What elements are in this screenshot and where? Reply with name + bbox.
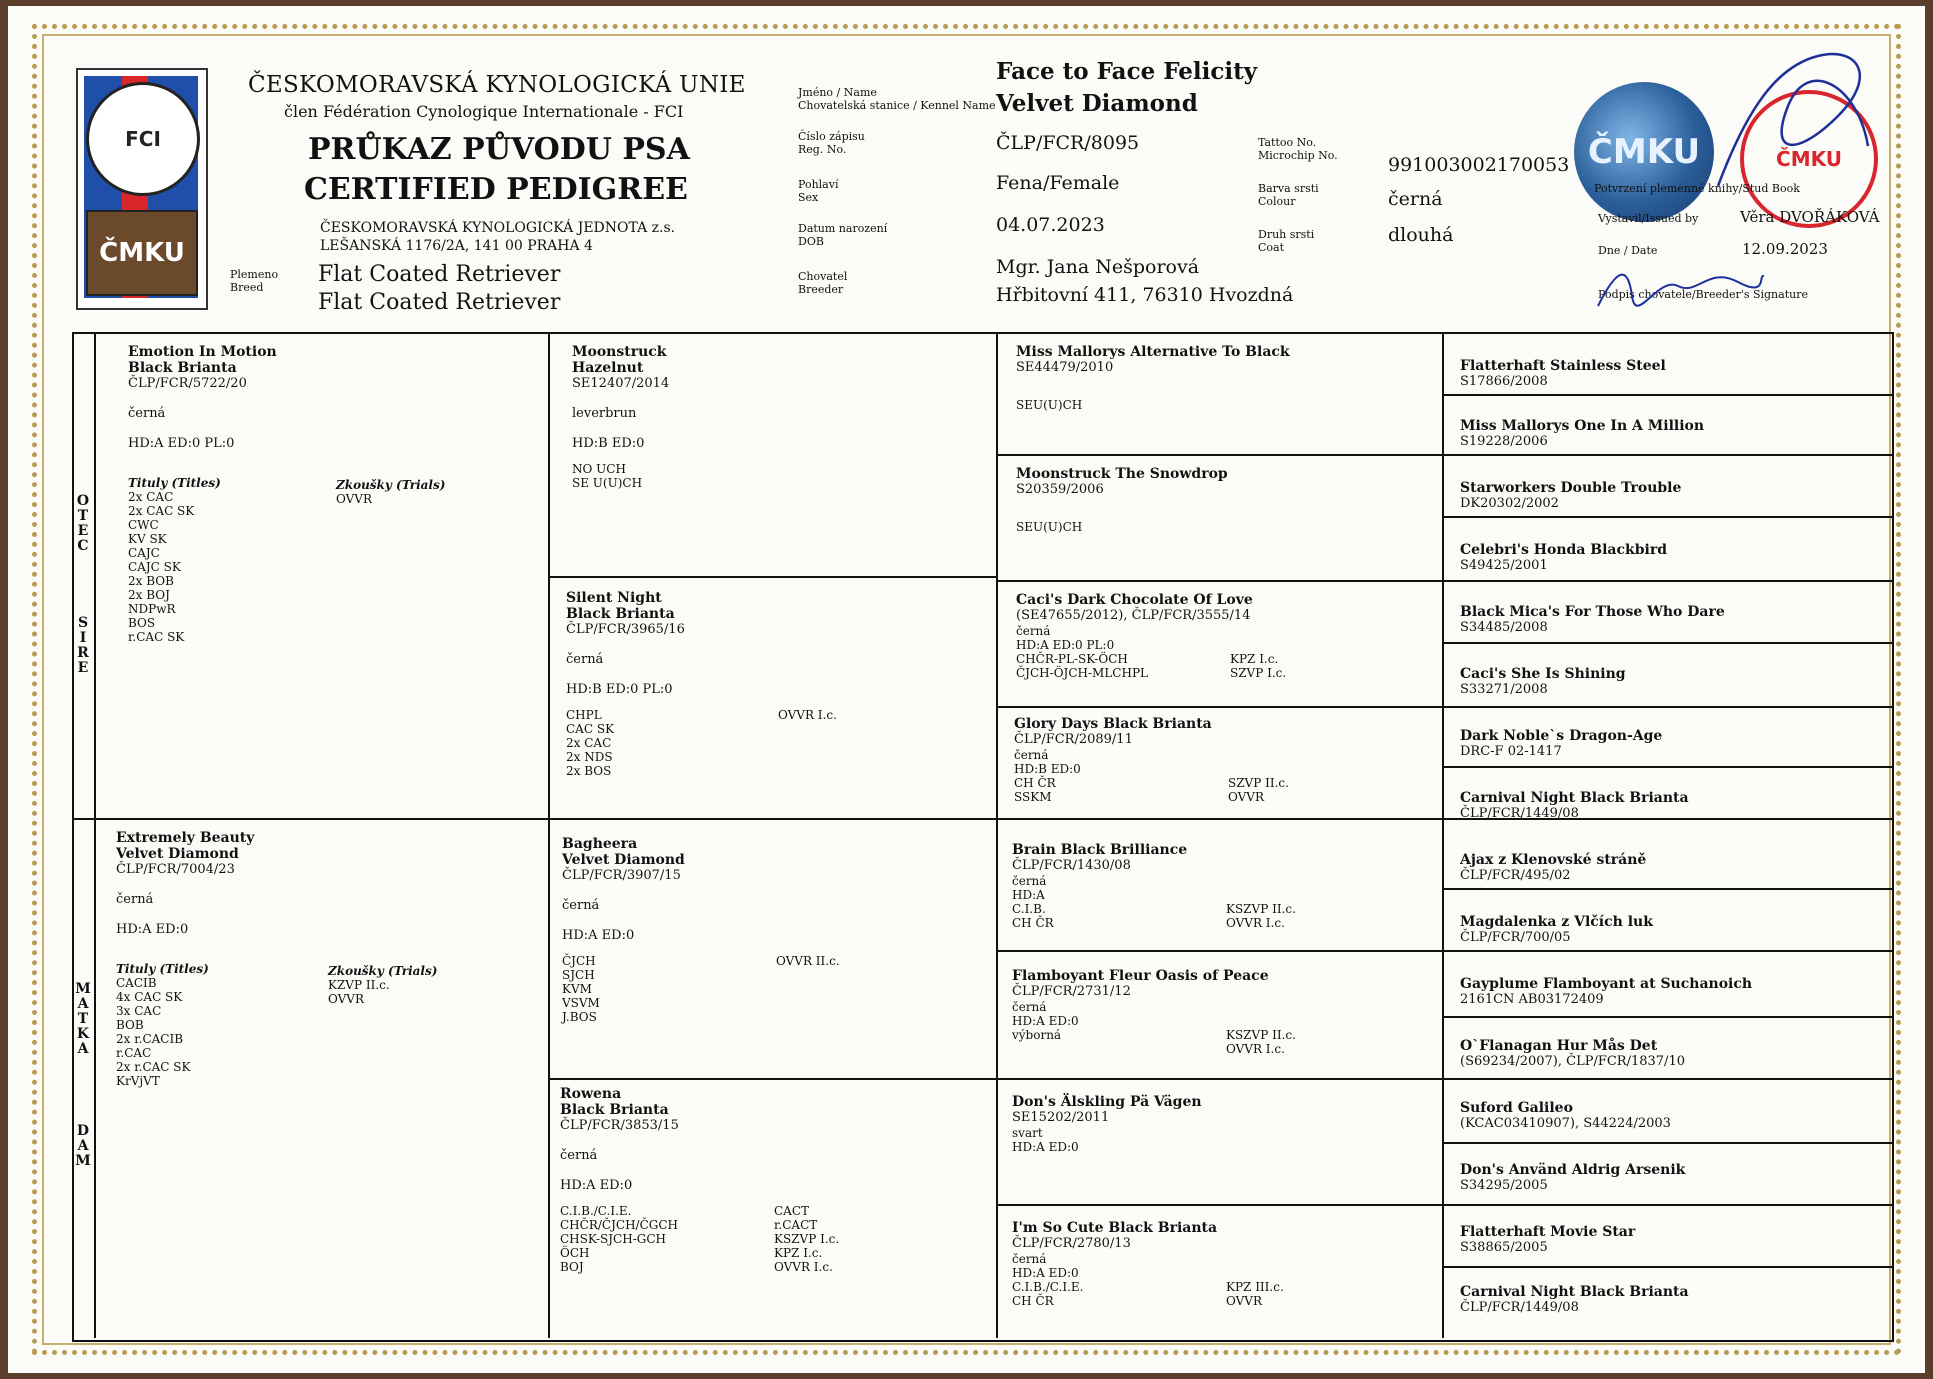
sire-colour: černá <box>128 406 166 421</box>
union-name: ČESKOMORAVSKÁ KYNOLOGICKÁ JEDNOTA z.s. <box>320 220 676 236</box>
gen2-cell-3: Bagheera Velvet Diamond ČLP/FCR/3907/15 černá HD:A ED:0 ČJCH SJCH KVM VSVM J.BOS OVVR II.c. <box>562 836 840 1024</box>
gen2-cell-1: Moonstruck Hazelnut SE12407/2014 leverbrun HD:B ED:0 NO UCH SE U(U)CH <box>572 344 670 490</box>
breeder-address: Hřbitovní 411, 76310 Hvozdná <box>996 284 1294 306</box>
dam-reg: ČLP/FCR/7004/23 <box>116 862 235 877</box>
issue-date: 12.09.2023 <box>1742 240 1828 258</box>
gen3-cell-4: Glory Days Black Brianta ČLP/FCR/2089/11 černá HD:B ED:0 CH ČR SSKM SZVP II.c. OVVR <box>1014 716 1289 804</box>
union-address: LEŠANSKÁ 1176/2A, 141 00 PRAHA 4 <box>320 238 593 254</box>
fci-globe-icon: FCI <box>86 82 200 196</box>
gen4-cell-12: O`Flanagan Hur Mås Det (S69234/2007), ČLP/FCR/1837/10 <box>1460 1038 1685 1069</box>
studbook-stamp-icon: ČMKU <box>1740 90 1878 228</box>
dog-sex: Fena/Female <box>996 172 1120 194</box>
sire-trials: Zkoušky (Trials) OVVR <box>336 478 446 506</box>
breed-en: Flat Coated Retriever <box>318 290 561 315</box>
cmku-logo <box>76 68 208 310</box>
gen4-cell-2: Miss Mallorys One In A Million S19228/2006 <box>1460 418 1705 449</box>
side-label-dam: D A M <box>75 1123 91 1169</box>
gen3-cell-6: Flamboyant Fleur Oasis of Peace ČLP/FCR/2731/12 černá HD:A ED:0 výborná KSZVP II.c. OVVR I.c. <box>1012 968 1296 1056</box>
breeder-signature-label: Podpis chovatele/Breeder's Signature <box>1598 288 1808 301</box>
gen4-cell-4: Celebri's Honda Blackbird S49425/2001 <box>1460 542 1667 573</box>
gen4-cell-16: Carnival Night Black Brianta ČLP/FCR/1449/08 <box>1460 1284 1689 1315</box>
gen3-cell-3: Caci's Dark Chocolate Of Love (SE47655/2012), ČLP/FCR/3555/14 černá HD:A ED:0 PL:0 CHČR-PL-SK-ÖCH ČJCH-ÖJCH-MLCHPL KPZ I.c. SZVP I.c. <box>1016 592 1287 680</box>
sire-kennel: Black Brianta <box>128 360 237 376</box>
gen4-cell-6: Caci's She Is Shining S33271/2008 <box>1460 666 1626 697</box>
sire-titles: 2x CAC 2x CAC SK CWC KV SK CAJC CAJC SK 2x BOB 2x BOJ NDPwR BOS r.CAC SK <box>128 490 195 644</box>
title-cz: PRŮKAZ PŮVODU PSA <box>308 132 690 167</box>
colour-label: Barva srsti Colour <box>1258 182 1319 208</box>
name-label: Jméno / Name Chovatelská stanice / Kennel Name <box>798 86 996 112</box>
gen3-cell-5: Brain Black Brilliance ČLP/FCR/1430/08 černá HD:A C.I.B. CH ČR KSZVP II.c. OVVR I.c. <box>1012 842 1296 930</box>
breeder-signature <box>1588 256 1768 316</box>
coat-label: Druh srsti Coat <box>1258 228 1315 254</box>
gen3-cell-2: Moonstruck The Snowdrop S20359/2006 SEU(U)CH <box>1016 466 1228 534</box>
gen3-cell-1: Miss Mallorys Alternative To Black SE44479/2010 SEU(U)CH <box>1016 344 1290 412</box>
gen4-cell-10: Magdalenka z Vlčích luk ČLP/FCR/700/05 <box>1460 914 1653 945</box>
chip-label: Tattoo No. Microchip No. <box>1258 136 1338 162</box>
pedigree-certificate <box>8 6 1925 1373</box>
gen4-cell-13: Suford Galileo (KCAC03410907), S44224/2003 <box>1460 1100 1671 1131</box>
breeder-name: Mgr. Jana Nešporová <box>996 256 1200 278</box>
breed-label: Plemeno Breed <box>230 268 279 294</box>
side-label-otec: O T E C <box>76 493 90 554</box>
sire-titles-label: Tituly (Titles) <box>128 476 221 490</box>
dob-label: Datum narození DOB <box>798 222 888 248</box>
gen4-cell-8: Carnival Night Black Brianta ČLP/FCR/1449/08 <box>1460 790 1689 821</box>
side-label-sire: S I R E <box>77 615 89 676</box>
chip-number: 991003002170053 <box>1388 154 1570 176</box>
studbook-label: Potvrzení plemenné knihy/Stud Book <box>1594 182 1800 195</box>
dam-name: Extremely Beauty <box>116 830 255 846</box>
gen4-cell-7: Dark Noble`s Dragon-Age DRC-F 02-1417 <box>1460 728 1663 759</box>
dam-cell <box>116 830 536 1088</box>
breed-cz: Flat Coated Retriever <box>318 262 561 287</box>
dog-kennel: Velvet Diamond <box>996 90 1198 117</box>
issued-by: Věra DVOŘÁKOVÁ <box>1740 208 1880 226</box>
gen2-cell-2: Silent Night Black Brianta ČLP/FCR/3965/16 černá HD:B ED:0 PL:0 CHPL CAC SK 2x CAC 2x NDS 2x BOS OVVR I.c. <box>566 590 837 778</box>
gen2-cell-4: Rowena Black Brianta ČLP/FCR/3853/15 černá HD:A ED:0 C.I.B./C.I.E. CHČR/ČJCH/ČGCH CHSK-SJCH-GCH ÖCH BOJ CACT r.CACT KSZVP I.c. KPZ I.c. OVVR I.c. <box>560 1086 840 1274</box>
gen4-cell-9: Ajax z Klenovské stráně ČLP/FCR/495/02 <box>1460 852 1647 883</box>
dog-coat: dlouhá <box>1388 224 1454 246</box>
dam-titles-label: Tituly (Titles) <box>116 962 209 976</box>
gen4-cell-1: Flatterhaft Stainless Steel S17866/2008 <box>1460 358 1666 389</box>
dog-colour: černá <box>1388 188 1443 210</box>
gen4-cell-3: Starworkers Double Trouble DK20302/2002 <box>1460 480 1682 511</box>
sex-label: Pohlaví Sex <box>798 178 839 204</box>
sire-name: Emotion In Motion <box>128 344 277 360</box>
gen3-cell-8: I'm So Cute Black Brianta ČLP/FCR/2780/13 černá HD:A ED:0 C.I.B./C.I.E. CH ČR KPZ III.c. OVVR <box>1012 1220 1284 1308</box>
dam-kennel: Velvet Diamond <box>116 846 239 862</box>
org-name: ČESKOMORAVSKÁ KYNOLOGICKÁ UNIE <box>248 72 746 98</box>
breeder-label: Chovatel Breeder <box>798 270 848 296</box>
hologram-seal-icon: ČMKU <box>1574 82 1714 222</box>
date-label: Dne / Date <box>1598 244 1658 257</box>
sire-reg: ČLP/FCR/5722/20 <box>128 376 247 391</box>
dog-reg-no: ČLP/FCR/8095 <box>996 132 1140 154</box>
title-en: CERTIFIED PEDIGREE <box>304 172 688 207</box>
gen4-cell-5: Black Mica's For Those Who Dare S34485/2008 <box>1460 604 1725 635</box>
dog-dob: 04.07.2023 <box>996 214 1105 236</box>
issuer-signature <box>1708 46 1888 196</box>
issued-label: Vystavil/Issued by <box>1598 212 1699 225</box>
dam-trials: Zkoušky (Trials) KZVP II.c. OVVR <box>328 964 438 1006</box>
gen4-cell-11: Gayplume Flamboyant at Suchanoich 2161CN AB03172409 <box>1460 976 1753 1007</box>
side-label-matka: M A T K A <box>75 981 91 1057</box>
cmku-emblem-icon: ČMKU <box>86 210 198 296</box>
gen4-cell-14: Don's Använd Aldrig Arsenik S34295/2005 <box>1460 1162 1686 1193</box>
dog-name: Face to Face Felicity <box>996 58 1258 85</box>
sire-health: HD:A ED:0 PL:0 <box>128 436 235 451</box>
dam-colour: černá <box>116 892 154 907</box>
gen4-cell-15: Flatterhaft Movie Star S38865/2005 <box>1460 1224 1636 1255</box>
reg-label: Číslo zápisu Reg. No. <box>798 130 865 156</box>
fci-member: člen Fédération Cynologique Internationale - FCI <box>284 102 684 121</box>
sire-cell <box>128 344 538 644</box>
dam-titles: CACIB 4x CAC SK 3x CAC BOB 2x r.CACIB r.CAC 2x r.CAC SK KrVjVT <box>116 976 191 1088</box>
dam-health: HD:A ED:0 <box>116 922 189 937</box>
gen3-cell-7: Don's Älskling Pä Vägen SE15202/2011 svart HD:A ED:0 <box>1012 1094 1202 1154</box>
